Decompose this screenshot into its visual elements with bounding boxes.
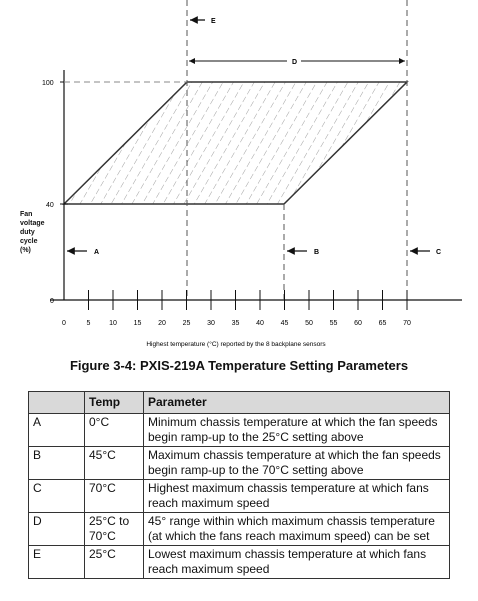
row-parameter: Maximum chassis temperature at which the fan speeds begin ramp-up to the 70°C setting above [144,447,450,480]
x-tick-label: 5 [86,320,91,327]
table-header-row [29,392,450,414]
marker-c: C [436,249,442,256]
x-tick-label: 0 [62,320,66,327]
table-row [29,546,450,579]
x-tick-label: 45 [280,320,289,327]
row-label: B [29,447,85,480]
table-row [29,480,450,513]
parameter-table [28,391,450,579]
x-tick-label: 15 [133,320,142,327]
row-label: C [29,480,85,513]
row-parameter: Minimum chassis temperature at which the fan speeds begin ramp-up to the 25°C setting above [144,414,450,447]
marker-b: B [314,249,320,256]
x-tick-label: 50 [305,320,313,327]
row-parameter: 45° range within which maximum chassis temperature (at which the fans reach maximum speed) can be set [144,513,450,546]
x-tick-label: 10 [109,320,117,327]
x-ticks [62,290,411,327]
row-label: D [29,513,85,546]
y-tick-label: 100 [42,80,54,87]
x-tick-label: 65 [378,320,387,327]
row-label: E [29,546,85,579]
x-tick-label: 25 [182,320,191,327]
table-row [29,414,450,447]
row-parameter: Highest maximum chassis temperature at which fans reach maximum speed [144,480,450,513]
row-temp: 25°C to 70°C [85,513,144,546]
y-tick-label: 0 [50,298,54,305]
header-parameter: Parameter [144,392,450,414]
header-label [29,392,85,414]
row-temp: 0°C [85,414,144,447]
marker-a: A [94,249,100,256]
table-row [29,447,450,480]
x-tick-label: 60 [354,320,362,327]
x-tick-label: 30 [207,320,215,327]
y-axis-label: Fan voltage duty cycle (%) [20,211,45,254]
row-temp: 70°C [85,480,144,513]
figure-caption: Figure 3-4: PXIS-219A Temperature Setting Parameters [69,358,409,373]
row-parameter: Lowest maximum chassis temperature at which fans reach maximum speed [144,546,450,579]
x-tick-label: 40 [256,320,264,327]
operating-region [64,82,407,204]
x-axis-label: Highest temperature (°C) reported by the 8 backplane sensors [146,341,326,348]
marker-d: D [292,59,298,66]
x-tick-label: 20 [158,320,166,327]
x-tick-label: 70 [403,320,411,327]
y-tick-label: 40 [46,202,54,209]
row-temp: 45°C [85,447,144,480]
row-label: A [29,414,85,447]
marker-e: E [211,18,216,25]
x-tick-label: 35 [231,320,240,327]
header-temp: Temp [85,392,144,414]
x-tick-label: 55 [329,320,338,327]
table-row [29,513,450,546]
row-temp: 25°C [85,546,144,579]
